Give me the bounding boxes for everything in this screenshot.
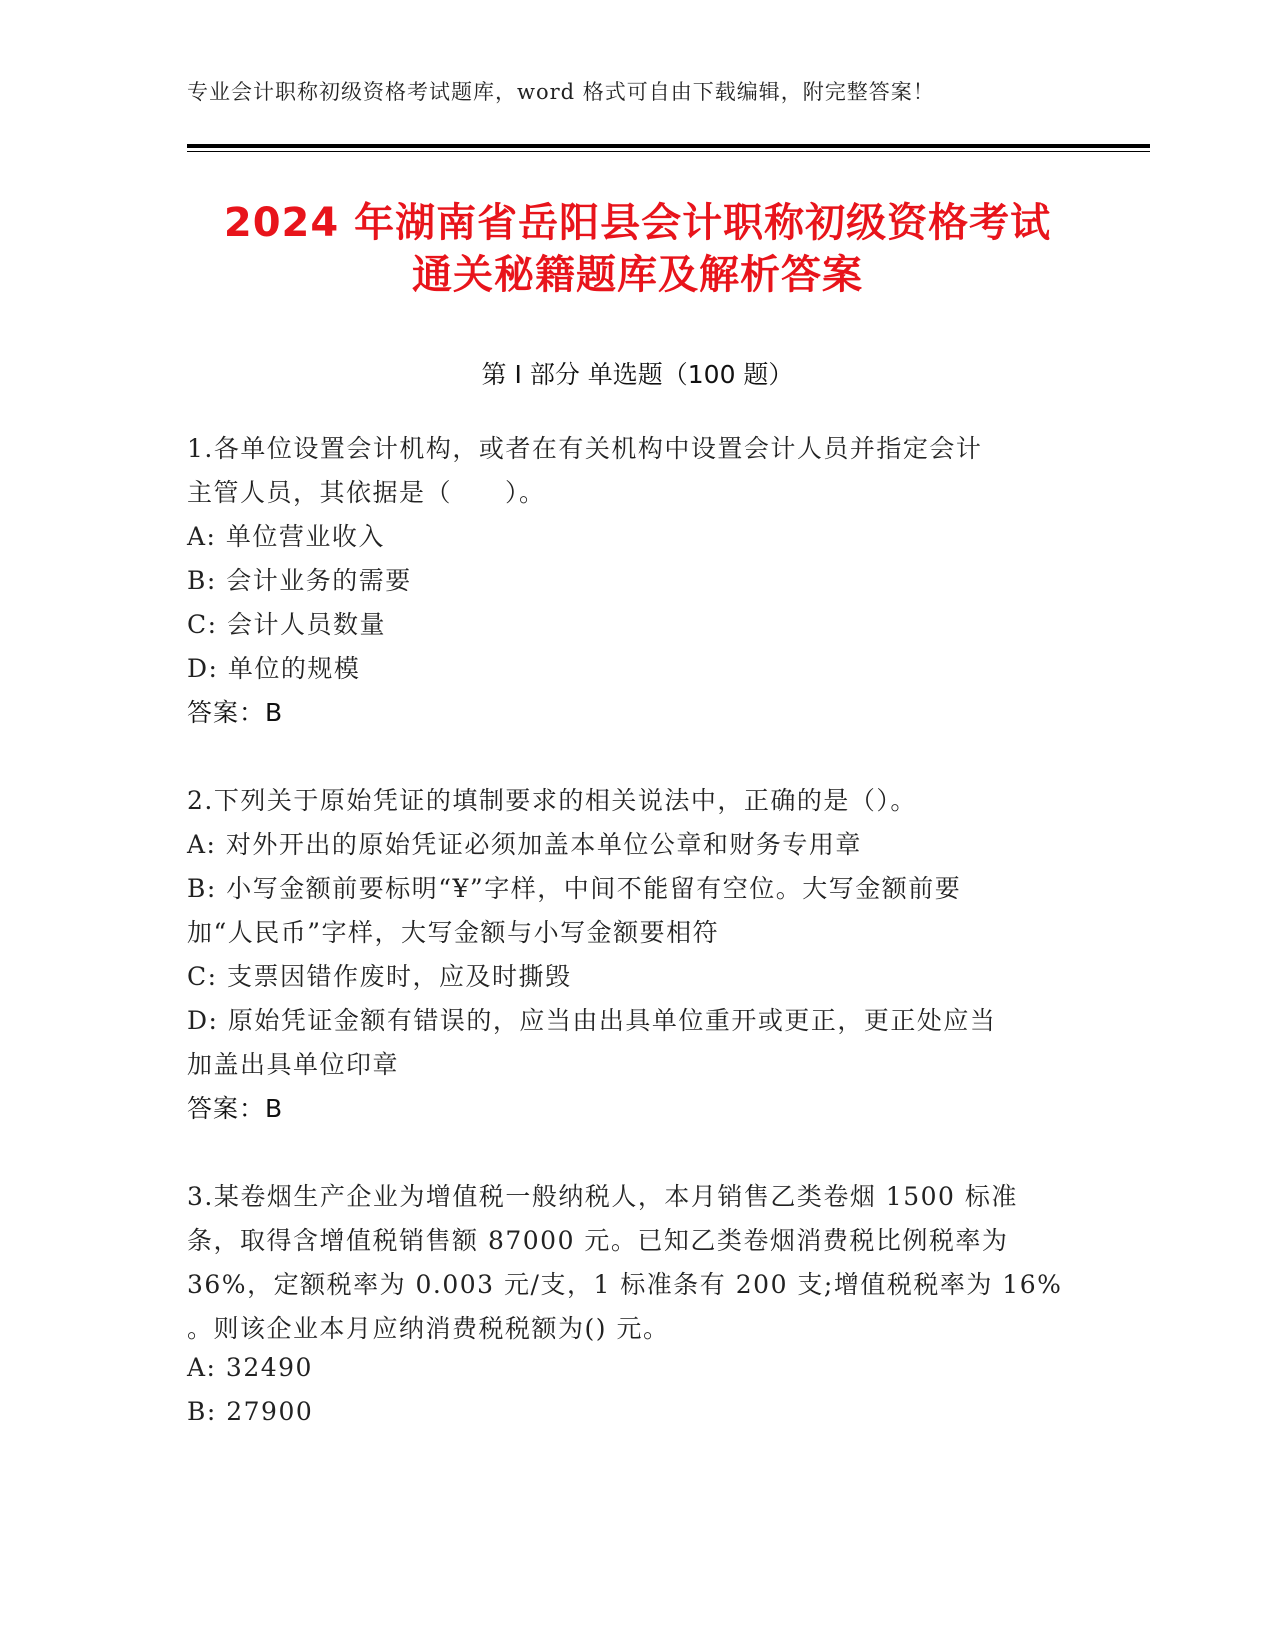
question-3-stem-line-2: 条，取得含增值税销售额 87000 元。已知乙类卷烟消费税比例税率为 xyxy=(187,1226,1009,1255)
header-divider-thin xyxy=(187,151,1150,152)
question-3-option-a: A: 32490 xyxy=(187,1353,313,1382)
question-1-stem-line-1: 1.各单位设置会计机构，或者在有关机构中设置会计人员并指定会计 xyxy=(187,434,983,463)
question-2-option-b-line-2: 加“人民币”字样，大写金额与小写金额要相符 xyxy=(187,918,720,947)
question-1-stem-line-2: 主管人员，其依据是（ ）。 xyxy=(187,478,546,507)
question-3-option-b: B: 27900 xyxy=(187,1397,314,1426)
question-3-stem-line-1: 3.某卷烟生产企业为增值税一般纳税人，本月销售乙类卷烟 1500 标准 xyxy=(187,1182,1018,1211)
question-1-option-d: D: 单位的规模 xyxy=(187,654,361,683)
question-2-answer: 答案：B xyxy=(187,1094,284,1123)
question-1-answer: 答案：B xyxy=(187,698,284,727)
question-2-option-c: C: 支票因错作废时，应及时撕毁 xyxy=(187,962,572,991)
section-title: 第 I 部分 单选题（100 题） xyxy=(481,360,794,389)
header-divider-thick xyxy=(187,144,1150,148)
question-3-stem-line-3: 36%，定额税率为 0.003 元/支，1 标准条有 200 支;增值税税率为 16% xyxy=(187,1270,1063,1299)
document-title-line-2: 通关秘籍题库及解析答案 xyxy=(412,252,863,298)
question-2-option-d-line-1: D: 原始凭证金额有错误的，应当由出具单位重开或更正，更正处应当 xyxy=(187,1006,997,1035)
question-1-option-a: A: 单位营业收入 xyxy=(187,522,385,551)
question-1-option-c: C: 会计人员数量 xyxy=(187,610,386,639)
question-2-stem-line-1: 2.下列关于原始凭证的填制要求的相关说法中，正确的是（）。 xyxy=(187,786,917,815)
question-2-option-b-line-1: B: 小写金额前要标明“¥”字样，中间不能留有空位。大写金额前要 xyxy=(187,874,962,903)
document-title xyxy=(150,197,1125,301)
document-title-line-1: 2024 年湖南省岳阳县会计职称初级资格考试 xyxy=(223,200,1052,246)
question-1-option-b: B: 会计业务的需要 xyxy=(187,566,412,595)
question-3-stem-line-4: 。则该企业本月应纳消费税税额为() 元。 xyxy=(187,1314,670,1343)
question-2-option-a: A: 对外开出的原始凭证必须加盖本单位公章和财务专用章 xyxy=(187,830,862,859)
question-2-option-d-line-2: 加盖出具单位印章 xyxy=(187,1050,400,1079)
header-note: 专业会计职称初级资格考试题库，word 格式可自由下载编辑，附完整答案！ xyxy=(187,80,935,104)
